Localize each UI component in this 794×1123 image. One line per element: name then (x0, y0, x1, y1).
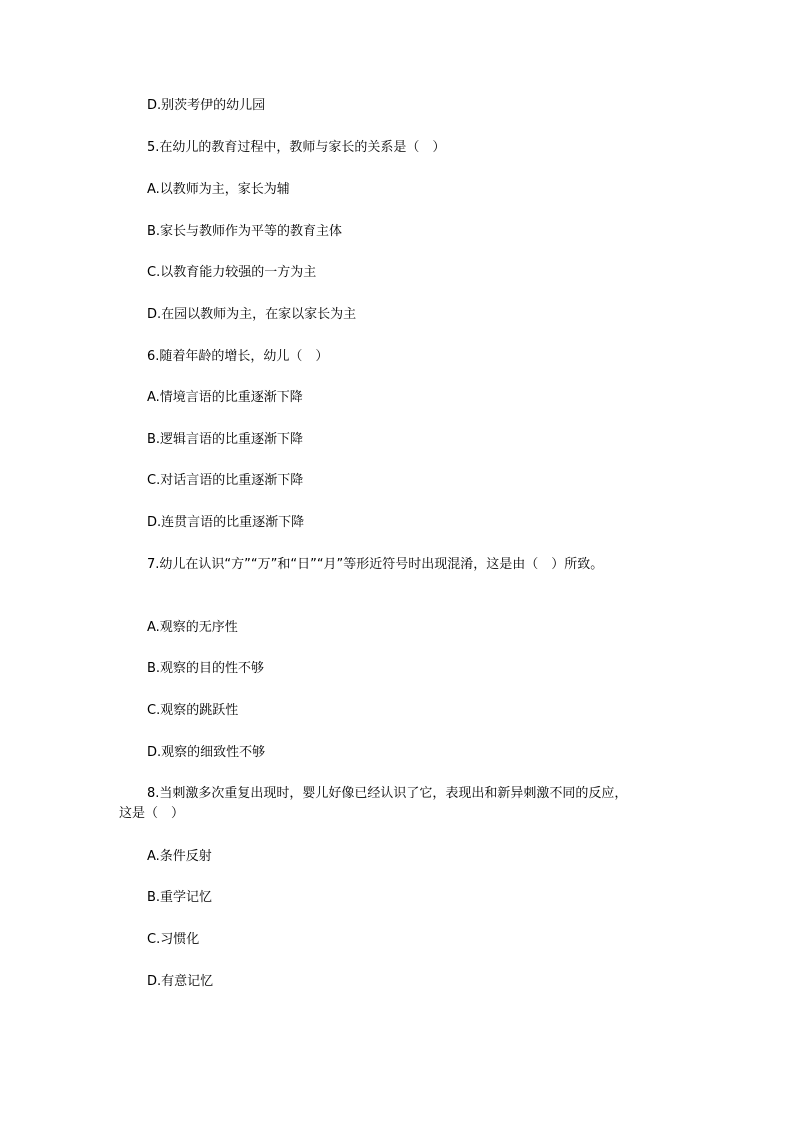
question-8: 8.当刺激多次重复出现时，婴儿好像已经认识了它，表现出和新异刺激不同的反应， (147, 786, 628, 801)
option-line: B.家长与教师作为平等的教育主体 (147, 224, 343, 239)
option-line: C.对话言语的比重逐渐下降 (147, 473, 304, 488)
option-line: C.习惯化 (147, 932, 200, 947)
question-8-continuation: 这是（ ） (119, 806, 185, 821)
option-line: B.重学记忆 (147, 890, 213, 905)
option-line: A.观察的无序性 (147, 620, 238, 635)
option-line: A.以教师为主，家长为辅 (147, 182, 290, 197)
option-line: A.条件反射 (147, 849, 212, 864)
question-7: 7.幼儿在认识“方”“万”和“日”“月”等形近符号时出现混淆，这是由（ ）所致。 (147, 557, 604, 572)
option-line: A.情境言语的比重逐渐下降 (147, 390, 303, 405)
question-6: 6.随着年龄的增长，幼儿（ ） (147, 349, 329, 364)
option-line: D.连贯言语的比重逐渐下降 (147, 515, 305, 530)
option-line: C.观察的跳跃性 (147, 703, 239, 718)
option-line: C.以教育能力较强的一方为主 (147, 265, 317, 280)
question-5: 5.在幼儿的教育过程中，教师与家长的关系是（ ） (147, 140, 446, 155)
text-line: D.别茨考伊的幼儿园 (147, 98, 266, 113)
option-line: B.逻辑言语的比重逐渐下降 (147, 432, 304, 447)
option-line: B.观察的目的性不够 (147, 661, 265, 676)
option-line: D.观察的细致性不够 (147, 745, 266, 760)
option-line: D.在园以教师为主，在家以家长为主 (147, 307, 357, 322)
option-line: D.有意记忆 (147, 974, 214, 989)
